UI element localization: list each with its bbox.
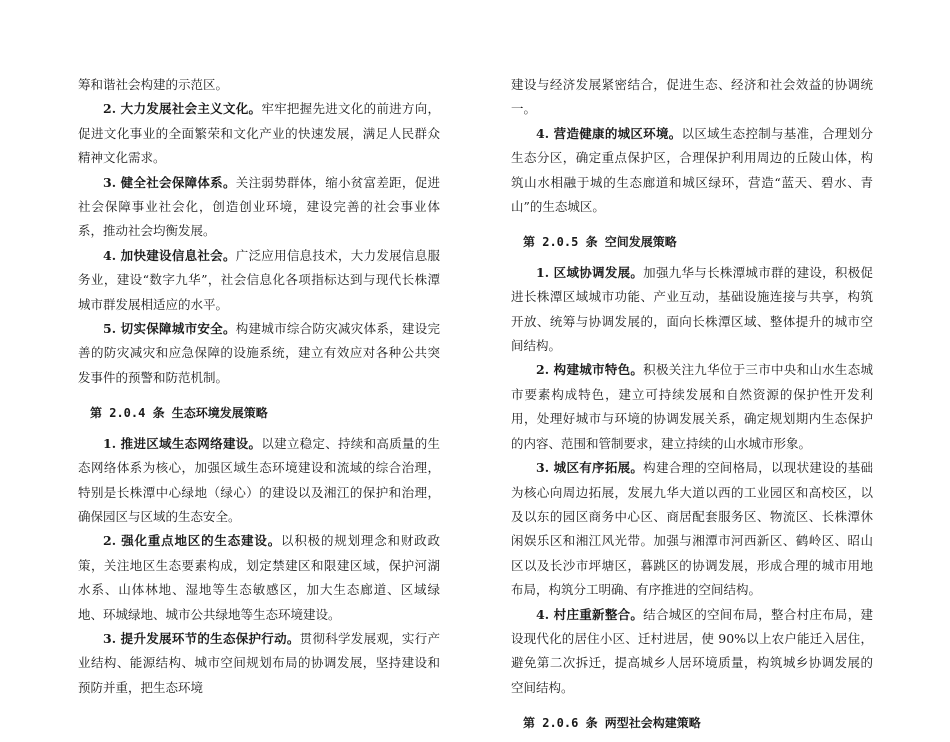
item-title: 5. 切实保障城市安全。 <box>103 321 236 337</box>
item-text: 结合城区的空间布局，整合村庄布局，建设现代化的居住小区、迁村进居，使 90%以上农户能迁入居住，避免第二次拆迁，提高城乡人居环境质量，构筑城乡协调发展的空间结构。 <box>511 606 873 695</box>
item-key-area-eco <box>78 529 440 627</box>
item-title: 2. 大力发展社会主义文化。 <box>103 101 262 117</box>
item-culture <box>78 97 440 170</box>
item-text: 构建城市综合防灾减灾体系，建设完善的防灾减灾和应急保障的设施系统，建立有效应对各种公共突发事件的预警和防范机制。 <box>78 321 440 385</box>
item-city-character <box>511 358 873 456</box>
section-heading-2-0-5: 第 2.0.5 条 空间发展策略 <box>523 235 677 250</box>
item-information-society <box>78 244 440 317</box>
item-text: 以积极的规划理念和财政政策，关注地区生态要素构成，划定禁建区和限建区域，保护河湖水系、山体林地、湿地等生态敏感区，加大生态廊道、区域绿地、环城绿地、城市公共绿地等生态环境建设。 <box>78 533 440 622</box>
item-text: 贯彻科学发展观，实行产业结构、能源结构、城市空间规划布局的协调发展，坚持建设和预防并重，把生态环境 <box>78 630 440 695</box>
item-title: 3. 健全社会保障体系。 <box>103 174 236 190</box>
item-text: 牢牢把握先进文化的前进方向，促进文化事业的全面繁荣和文化产业的快速发展，满足人民群众精神文化需求。 <box>78 101 440 166</box>
item-title: 3. 提升发展环节的生态保护行动。 <box>103 630 300 646</box>
item-orderly-expansion <box>511 456 873 602</box>
item-title: 2. 强化重点地区的生态建设。 <box>103 533 282 549</box>
item-text: 积极关注九华位于三市中央和山水生态城市要素构成特色，建立可持续发展和自然资源的保护性开发利用，处理好城市与环境的协调发展关系，确定规划期内生态保护的内容、范围和管制要求，建立持续的山水城市形象。 <box>511 362 873 451</box>
item-eco-protection <box>78 627 440 700</box>
item-title: 4. 加快建设信息社会。 <box>103 247 236 263</box>
item-title: 2. 构建城市特色。 <box>536 362 644 378</box>
item-village-integration <box>511 603 873 701</box>
item-title: 1. 区域协调发展。 <box>536 264 644 280</box>
left-column <box>78 73 440 700</box>
item-regional-coordination <box>511 261 873 359</box>
item-title: 1. 推进区域生态网络建设。 <box>103 435 262 451</box>
item-title: 4. 村庄重新整合。 <box>536 606 644 622</box>
item-text: 广泛应用信息技术，大力发展信息服务业，建设“数字九华”，社会信息化各项指标达到与现代长株潭城市群发展相适应的水平。 <box>78 247 440 312</box>
item-text: 关注弱势群体，缩小贫富差距，促进社会保障事业社会化，创造创业环境，建设完善的社会事业体系，推动社会均衡发展。 <box>78 174 440 239</box>
item-social-security <box>78 171 440 244</box>
continuation-text: 筹和谐社会构建的示范区。 <box>78 77 229 92</box>
item-eco-network <box>78 432 440 530</box>
item-text: 加强九华与长株潭城市群的建设，积极促进长株潭区域城市功能、产业互动，基础设施连接与共享，构筑开放、统筹与协调发展的，面向长株潭区域、整体提升的城市空间结构。 <box>511 264 873 354</box>
section-heading-2-0-6: 第 2.0.6 条 两型社会构建策略 <box>523 716 701 731</box>
item-healthy-environment <box>511 122 873 220</box>
item-text: 构建合理的空间格局，以现状建设的基础为核心向周边拓展，发展九华大道以西的工业园区和高校区，以及以东的园区商务中心区、商居配套服务区、物流区、长株潭休闲娱乐区和湘江风光带。加强与湘潭市河西新区、鹤岭区、昭山区以及长沙市坪塘区，暮跳区的协调发展，形成合理的城市用地布局，构筑分工明确、有序推进的空间结构。 <box>511 460 873 598</box>
item-text: 以区域生态控制与基准，合理划分生态分区，确定重点保护区，合理保护利用周边的丘陵山体，构筑山水相融于城的生态廊道和城区绿环，营造“蓝天、碧水、青山”的生态城区。 <box>511 125 873 215</box>
right-column <box>511 73 873 742</box>
item-title: 4. 营造健康的城区环境。 <box>536 125 682 141</box>
section-heading-2-0-4: 第 2.0.4 条 生态环境发展策略 <box>90 406 268 421</box>
continuation-text: 建设与经济发展紧密结合，促进生态、经济和社会效益的协调统一。 <box>511 77 873 117</box>
item-city-safety <box>78 317 440 390</box>
item-text: 以建立稳定、持续和高质量的生态网络体系为核心，加强区域生态环境建设和流域的综合治理，特别是长株潭中心绿地（绿心）的建设以及湘江的保护和治理，确保园区与区域的生态安全。 <box>78 435 440 524</box>
item-title: 3. 城区有序拓展。 <box>536 460 644 476</box>
